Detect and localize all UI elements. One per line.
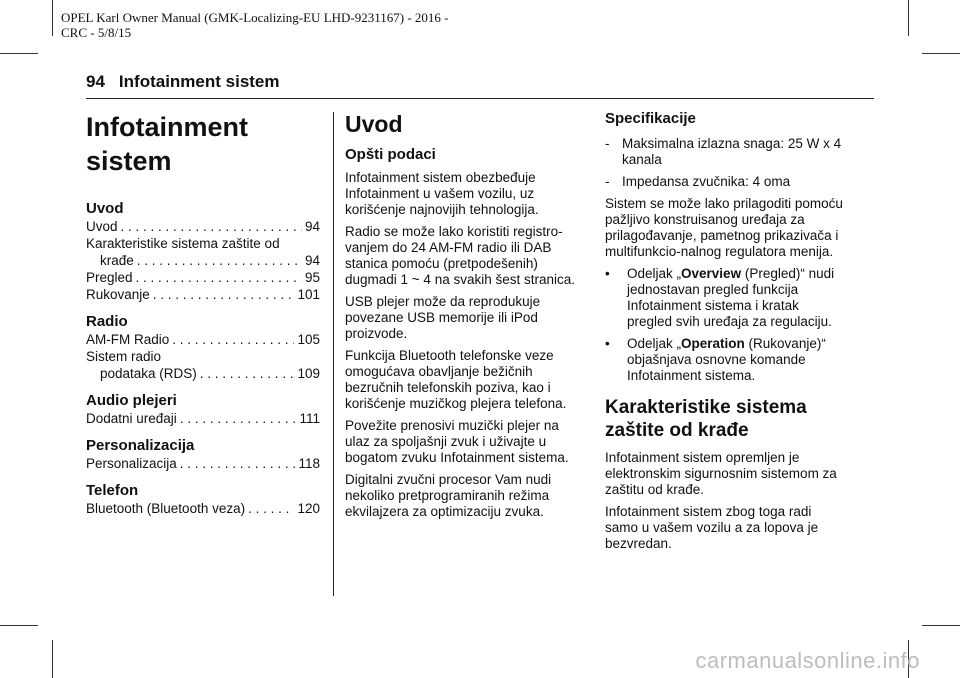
dash-marker: - [605,136,610,151]
crop-mark [908,0,909,36]
crop-mark [0,53,38,54]
bullet-icon: • [605,266,610,281]
toc-dot-leader [180,455,296,472]
paragraph: Sistem se može lako prilagoditi pomoću pažljivo konstruisanog uređaja za prilagođavanje, pametnog prikazivača i multifunkcio-nalnog regulatora menija. [605,196,843,259]
toc-entry[interactable] [86,500,320,517]
toc-entry-text: podataka (RDS) [100,366,197,381]
print-header-line: OPEL Karl Owner Manual (GMK-Localizing-EU LHD-9231167) - 2016 - [61,10,449,25]
bullet-text-pre: Odeljak „ [627,266,682,281]
chapter-heading [86,110,320,178]
bullet-text-post: (Rukovanje)“ objašnjava osnovne komande Infotainment sistema. [627,336,826,383]
toc-entry[interactable] [86,286,320,303]
toc-entry[interactable] [86,455,320,472]
toc-sections [86,200,320,517]
running-head [86,72,280,92]
bullet-text-post: (Pregled)“ nudi jednostavan pregled funkcija Infotainment sistema i kratak pregled svih uređaja za regulaciju. [627,266,835,329]
toc-section-heading: Radio [86,313,128,330]
toc-entry-text: Personalizacija [86,456,177,471]
section-heading: Uvod [345,111,403,137]
crop-mark [922,625,960,626]
toc-dot-leader [180,410,297,427]
toc-section-heading: Personalizacija [86,437,195,454]
crop-mark [52,0,53,36]
crop-mark [52,640,53,678]
subsection-heading: Opšti podaci [345,146,436,163]
toc-page-number: 111 [299,411,320,426]
toc-entry[interactable] [86,269,320,286]
toc-dot-leader [136,269,302,286]
paragraph: Povežite prenosivi muzički plejer na ulaz za spoljašnji zvuk i uživajte u bogatom zvuku Infotainment sistema. [345,418,569,465]
paragraph: Infotainment sistem obezbeđuje Infotainment u vašem vozilu, uz korišćenje najnovijih tehnologija. [345,170,539,217]
toc-entry[interactable] [86,410,320,427]
chapter-heading-line: Infotainment [86,112,248,142]
paragraph: USB plejer može da reprodukuje povezane USB memorije ili iPod proizvode. [345,294,541,341]
toc-entry[interactable] [86,331,320,348]
toc-entry-text: AM-FM Radio [86,332,170,347]
toc-entry-text[interactable]: Karakteristike sistema zaštite od [86,236,280,251]
bullet-text-bold: Overview [681,266,742,281]
toc-page-number: 101 [297,287,320,302]
bullet-text-pre: Odeljak „ [627,336,682,351]
dash-marker: - [605,174,610,189]
page-number: 94 [86,72,105,91]
toc-page-number: 94 [304,219,320,234]
toc-entry-text: Bluetooth (Bluetooth veza) [86,501,246,516]
toc-section-heading: Telefon [86,482,139,499]
intro-column [345,110,580,526]
crop-mark [0,625,38,626]
toc-section-heading: Audio plejeri [86,392,177,409]
chapter-title: Infotainment sistem [118,72,280,91]
paragraph: Digitalni zvučni procesor Vam nudi nekoliko pretprogramiranih režima ekvilajzera za optimizaciju zvuka. [345,472,552,519]
subsection-heading: Specifikacije [605,110,696,127]
paragraph: Radio se može lako koristiti registro-vanjem do 24 AM-FM radio ili DAB stanica pomoću (pretpodešenih) dugmadi 1 ~ 4 na svakih šest stranica. [345,224,576,287]
bullet-icon: • [605,336,610,351]
print-header-line: CRC - 5/8/15 [61,25,132,40]
toc-entry-text: Rukovanje [86,287,150,302]
bullet-text-bold: Operation [681,336,745,351]
toc-dot-leader [200,365,295,382]
toc-entry-text: Uvod [86,219,118,234]
crop-mark [922,53,960,54]
section-heading-line: zaštite od krađe [605,420,749,441]
toc-entry-text: Dodatni uređaji [86,411,177,426]
toc-entry-text[interactable]: Sistem radio [86,349,162,364]
spec-text: Maksimalna izlazna snaga: 25 W x 4 kanala [622,136,842,167]
spec-text: Impedansa zvučnika: 4 oma [622,174,791,189]
paragraph: Funkcija Bluetooth telefonske veze omogućava obavljanje bežičnih bezručnih telefonskih poziva, kao i korišćenje muzičkog plejera telefona. [345,348,567,411]
toc-page-number: 118 [298,456,320,471]
toc-dot-leader [248,500,294,517]
bullet-text [627,266,845,330]
section-heading [605,396,845,442]
toc-page-number: 109 [297,366,320,381]
toc-entry[interactable] [86,218,320,235]
toc-page-number: 95 [304,270,320,285]
toc-entry-text: krađe [100,253,134,268]
print-header [61,10,449,40]
paragraph: Infotainment sistem opremljen je elektronskim sigurnosnim sistemom za zaštitu od krađe. [605,450,837,497]
toc-entry[interactable] [86,252,320,269]
watermark-text: carmanualsonline.info [695,648,920,673]
header-rule [86,98,874,99]
toc-page-number: 105 [297,332,320,347]
toc-dot-leader [153,286,295,303]
toc-entry[interactable] [86,365,320,382]
bullet-item [605,336,845,384]
toc-entry-text: Pregled [86,270,133,285]
table-of-contents [86,110,320,517]
spec-item [605,136,845,168]
bullet-text [627,336,845,384]
chapter-heading-line: sistem [86,146,172,176]
spec-item [605,174,845,190]
toc-dot-leader [121,218,302,235]
toc-dot-leader [137,252,302,269]
toc-page-number: 94 [304,253,320,268]
toc-dot-leader [172,331,294,348]
column-divider [333,112,334,596]
section-heading-line: Karakteristike sistema [605,397,807,418]
bullet-item [605,266,845,330]
paragraph: Infotainment sistem zbog toga radi samo u vašem vozilu a za lopova je bezvredan. [605,504,819,551]
toc-section-heading: Uvod [86,200,124,217]
spec-column [605,110,845,558]
toc-page-number: 120 [297,501,320,516]
